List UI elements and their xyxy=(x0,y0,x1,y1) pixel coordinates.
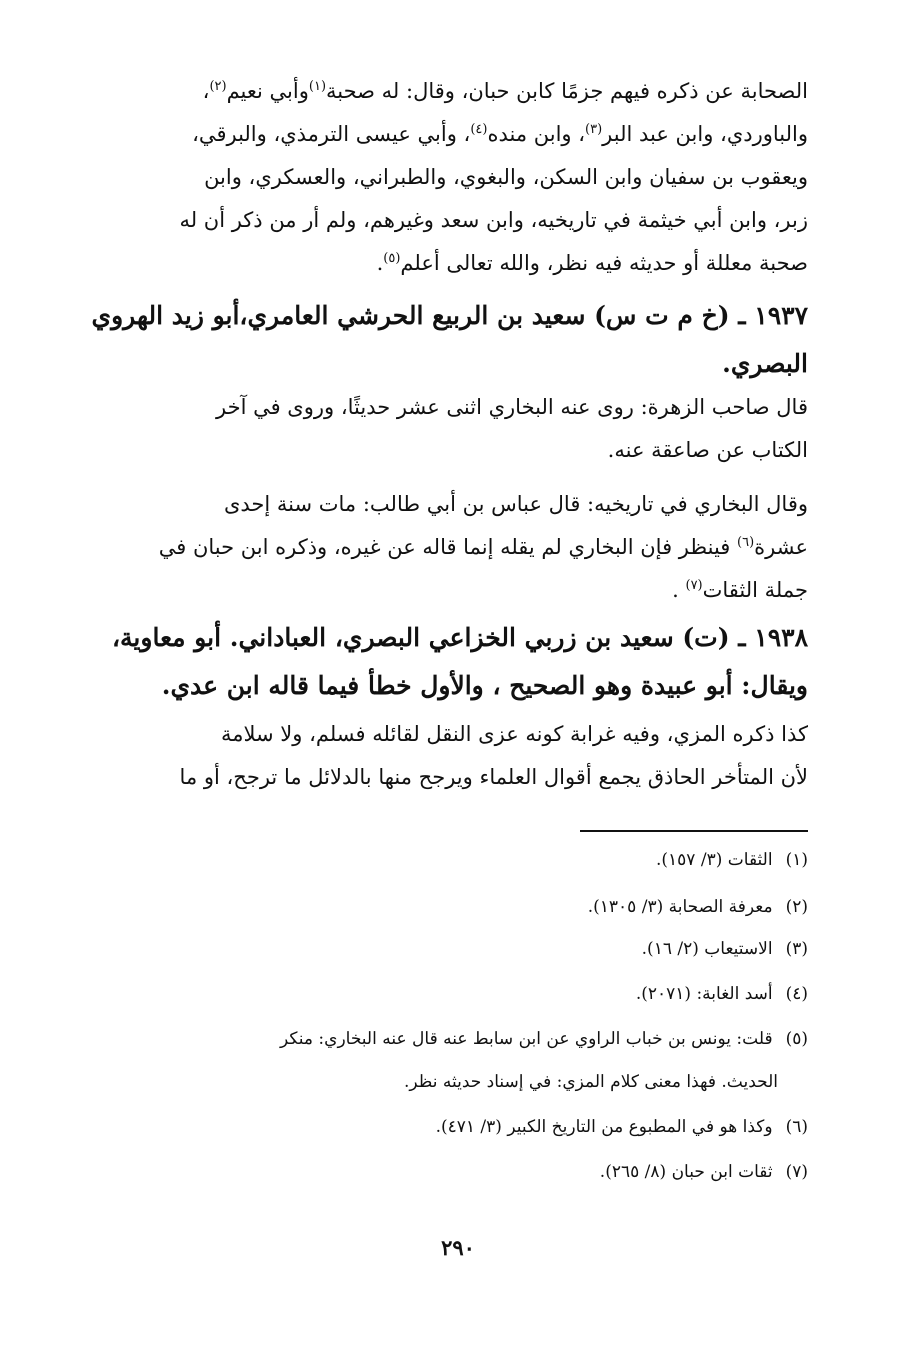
entry-heading-1937: ١٩٣٧ ـ (خ م ت س) سعيد بن الربيع الحرشي العامري،أبو زيد الهروي البصري. xyxy=(91,301,808,378)
text-line: الصحابة عن ذكره فيهم جزمًا كابن حبان، وقال: له صحبة$^{(١)}$وأبي نعيم$^{(٢)}$، xyxy=(202,79,808,103)
text-line: الكتاب عن صاعقة عنه. xyxy=(607,438,808,462)
page-number: ٢٩٠ xyxy=(441,1235,475,1260)
text-line: قال صاحب الزهرة: روى عنه البخاري اثنى عشر حديثًا، وروى في آخر xyxy=(216,395,808,419)
footnote: (١) الثقات (٣/ ١٥٧). xyxy=(656,850,808,870)
text-line: والباوردي، وابن عبد البر$^{(٣)}$، وابن منده$^{(٤)}$، وأبي عيسى الترمذي، والبرقي، xyxy=(192,122,808,146)
footnote-separator xyxy=(580,830,808,832)
footnote: (٧) ثقات ابن حبان (٨/ ٢٦٥). xyxy=(599,1162,808,1182)
entry-heading-1938: ١٩٣٨ ـ (ت) سعيد بن زربي الخزاعي البصري، العباداني. أبو معاوية، ويقال: أبو عبيدة وهو الصحيح ، والأول خطأ فيما قاله ابن عدي. xyxy=(111,623,808,700)
footnote: (٣) الاستيعاب (٢/ ١٦). xyxy=(641,939,808,959)
paragraph-mizzi xyxy=(108,713,808,799)
text-line: وقال البخاري في تاريخيه: قال عباس بن أبي طالب: مات سنة إحدى xyxy=(223,492,808,516)
text-line: زبر، وابن أبي خيثمة في تاريخيه، وابن سعد وغيرهم، ولم أر من ذكر أن له xyxy=(179,208,808,232)
footnote-ref: (٦) xyxy=(737,535,755,550)
footnote-ref: (٥) xyxy=(383,251,401,266)
paragraph-companions xyxy=(108,70,808,285)
text-line: كذا ذكره المزي، وفيه غرابة كونه عزى النقل لقائله فسلم، ولا سلامة xyxy=(221,722,808,746)
paragraph-zahra xyxy=(108,386,808,472)
footnote: (٢) معرفة الصحابة (٣/ ١٣٠٥). xyxy=(587,897,808,917)
text-line: جملة الثقات$^{(٧)}$ . xyxy=(672,578,808,602)
footnote: (٤) أسد الغابة: (٢٠٧١). xyxy=(635,984,808,1004)
footnote: (٦) وكذا هو في المطبوع من التاريخ الكبير (٣/ ٤٧١). xyxy=(435,1117,808,1137)
text-line: ويعقوب بن سفيان وابن السكن، والبغوي، والطبراني، والعسكري، وابن xyxy=(204,165,808,189)
footnote-ref: (٣) xyxy=(585,122,603,137)
footnote-ref: (٤) xyxy=(470,122,488,137)
text-line: لأن المتأخر الحاذق يجمع أقوال العلماء ويرجح منها بالدلائل ما ترجح، أو ما xyxy=(179,765,808,789)
text-line: صحبة معللة أو حديثه فيه نظر، والله تعالى أعلم$^{(٥)}$. xyxy=(376,251,808,275)
footnote-ref: (٧) xyxy=(685,578,703,593)
footnote: (٥) قلت: يونس بن خباب الراوي عن ابن سابط عنه قال عنه البخاري: منكر xyxy=(280,1029,808,1049)
text-line: عشرة$^{(٦)}$ فينظر فإن البخاري لم يقله إنما قاله عن غيره، وذكره ابن حبان في xyxy=(158,535,808,559)
paragraph-bukhari xyxy=(108,483,808,612)
footnote-ref: (١) xyxy=(308,79,327,94)
footnote-ref: (٢) xyxy=(209,79,227,94)
footnote-continuation: الحديث. فهذا معنى كلام المزي: في إسناد حديثه نظر. xyxy=(404,1072,778,1092)
